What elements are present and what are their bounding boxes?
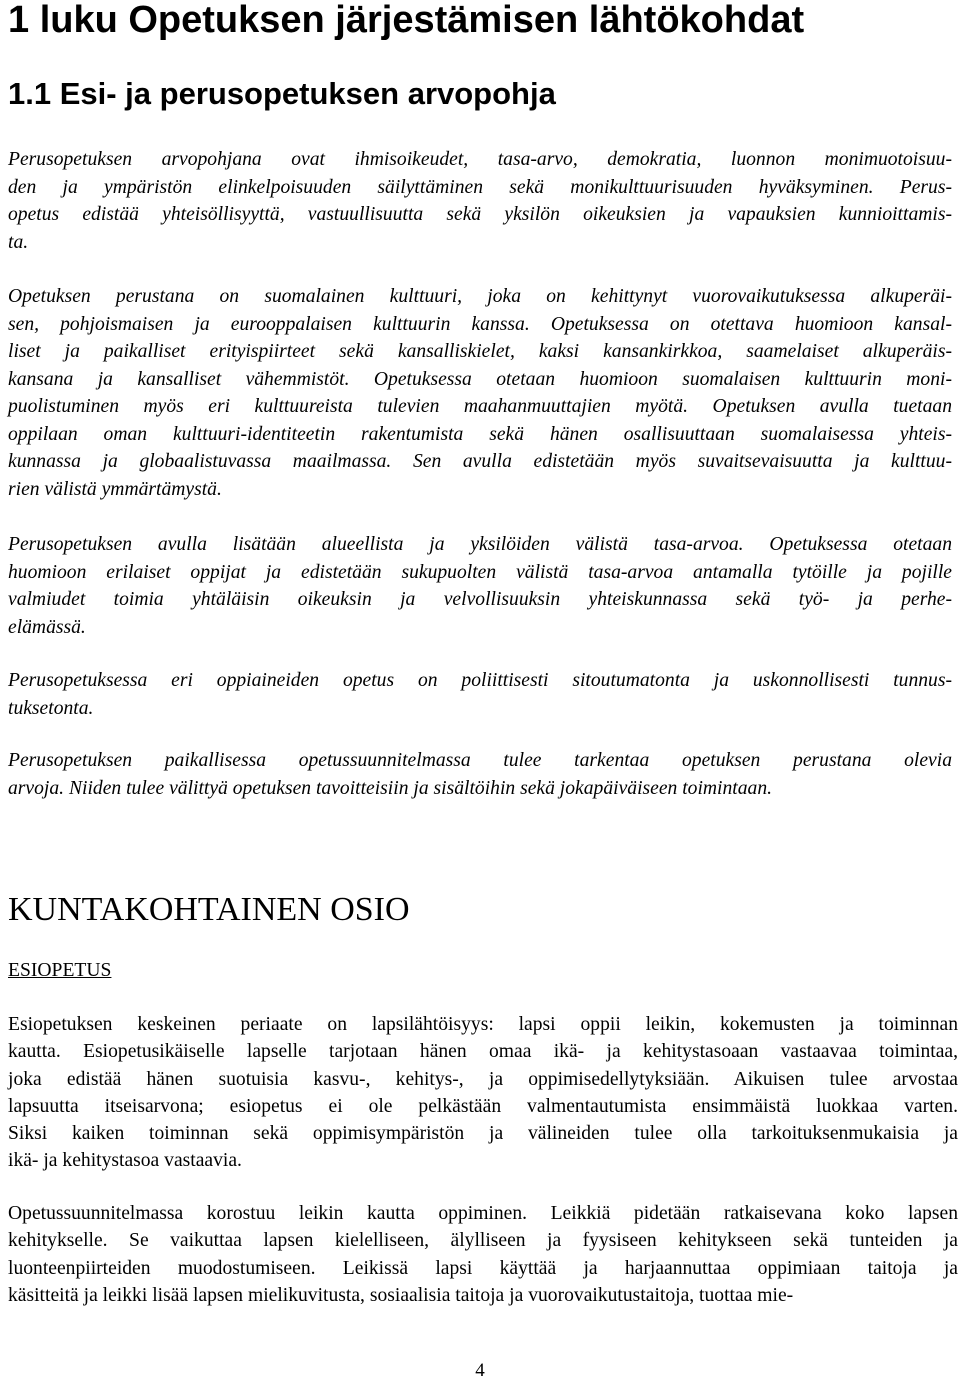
chapter-heading: 1 luku Opetuksen järjestämisen lähtökohdat <box>8 0 805 41</box>
text-line: kehitykselle. Se vaikuttaa lapsen kielelliseen, älylliseen ja fyysiseen kehitykseen sekä tunteiden ja <box>8 1230 958 1252</box>
text-line: elämässä. <box>8 616 86 638</box>
text-line: kansana ja kansalliset vähemmistöt. Opetuksessa otetaan huomioon suomalaisen kulttuurin moni- <box>8 368 952 390</box>
text-line: Esiopetuksen keskeinen periaate on lapsilähtöisyys: lapsi oppii leikin, kokemusten ja toiminnan <box>8 1014 958 1035</box>
text-line: opetus edistää yhteisöllisyyttä, vastuullisuutta sekä yksilön oikeuksien ja vapauksien kunnioittamis- <box>8 204 952 225</box>
text-line: Perusopetuksen avulla lisätään alueellista ja yksilöiden välistä tasa-arvoa. Opetuksessa otetaan <box>8 534 952 555</box>
text-line: huomioon erilaiset oppijat ja edistetään sukupuolten välistä tasa-arvoa antamalla tytöille ja pojille <box>8 561 952 583</box>
text-line: ikä- ja kehitystasoa vastaavia. <box>8 1150 242 1172</box>
text-line: oppilaan oman kulttuuri-identiteetin rakentumista sekä hänen osallisuuttaan suomalaisessa yhteis- <box>8 423 952 445</box>
text-line: den ja ympäristön elinkelpoisuuden säilyttäminen sekä monikulttuurisuuden hyväksyminen. Perus- <box>8 176 952 198</box>
text-line: Perusopetuksen arvopohjana ovat ihmisoikeudet, tasa-arvo, demokratia, luonnon monimuotoisuu- <box>8 149 952 170</box>
preschool-subtitle: ESIOPETUS <box>8 960 112 981</box>
text-line: lapsuutta itseisarvona; esiopetus ei ole pelkästään valmentautumista ensimmäistä luokkaa varten. <box>8 1095 958 1117</box>
text-line: valmiudet toimia yhtäläisin oikeuksin ja velvollisuuksin yhteiskunnassa sekä työ- ja perhe- <box>8 589 952 610</box>
regular-paragraph-1 <box>8 1011 958 1175</box>
text-line: ta. <box>8 231 29 253</box>
text-line: Perusopetuksessa eri oppiaineiden opetus on poliittisesti sitoutumatonta ja uskonnollisesti tunnus- <box>8 670 952 691</box>
municipal-section-title: KUNTAKOHTAINEN OSIO <box>8 891 410 928</box>
italic-paragraph-3 <box>8 531 952 641</box>
italic-paragraph-4 <box>8 667 952 722</box>
italic-paragraph-1 <box>8 146 952 256</box>
italic-paragraph-2 <box>8 283 952 503</box>
text-line: puolistuminen myös eri kulttuureista tulevien maahanmuuttajien myötä. Opetuksen avulla tuetaan <box>8 396 952 417</box>
text-line: luonteenpiirteiden muodostumiseen. Leikissä lapsi käyttää ja harjaannuttaa oppimiaan taitoja ja <box>8 1257 958 1279</box>
text-line: rien välistä ymmärtämystä. <box>8 478 222 500</box>
page-number: 4 <box>475 1360 485 1381</box>
text-line: Opetuksen perustana on suomalainen kulttuuri, joka on kehittynyt vuorovaikutuksessa alkuperäi- <box>8 286 952 307</box>
text-line: Perusopetuksen paikallisessa opetussuunnitelmassa tulee tarkentaa opetuksen perustana olevia <box>8 750 952 771</box>
text-line: tuksetonta. <box>8 697 94 719</box>
text-line: käsitteitä ja leikki lisää lapsen mielikuvitusta, sosiaalisia taitoja ja vuorovaikutustaitoja, tuottaa mie- <box>8 1284 794 1306</box>
text-line: kautta. Esiopetusikäiselle lapselle tarjotaan hänen omaa ikä- ja kehitystasoaan vastaavaa toimintaa, <box>8 1041 958 1063</box>
section-heading: 1.1 Esi- ja perusopetuksen arvopohja <box>8 76 556 111</box>
text-line: Siksi kaiken toiminnan sekä oppimisympäristön ja välineiden tulee olla tarkoituksenmukaisia ja <box>8 1123 958 1145</box>
italic-paragraph-5 <box>8 747 952 802</box>
text-line: arvoja. Niiden tulee välittyä opetuksen tavoitteisiin ja sisältöihin sekä jokapäiväiseen toimintaan. <box>8 777 773 799</box>
text-line: sen, pohjoismaisen ja eurooppalaisen kulttuurin kanssa. Opetuksessa on otettava huomioon kansal- <box>8 313 952 335</box>
text-line: liset ja paikalliset erityispiirteet sekä kansalliskielet, kaksi kansankirkkoa, saamelaiset alkuperäis- <box>8 341 952 362</box>
regular-paragraph-2 <box>8 1200 958 1309</box>
text-line: kunnassa ja globaalistuvassa maailmassa. Sen avulla edistetään myös suvaitsevaisuutta ja kulttuu- <box>8 451 952 472</box>
text-line: joka edistää hänen suotuisia kasvu-, kehitys-, ja oppimisedellytyksiään. Aikuisen tulee arvostaa <box>8 1068 958 1090</box>
text-line: Opetussuunnitelmassa korostuu leikin kautta oppiminen. Leikkiä pidetään ratkaisevana koko lapsen <box>8 1203 958 1224</box>
